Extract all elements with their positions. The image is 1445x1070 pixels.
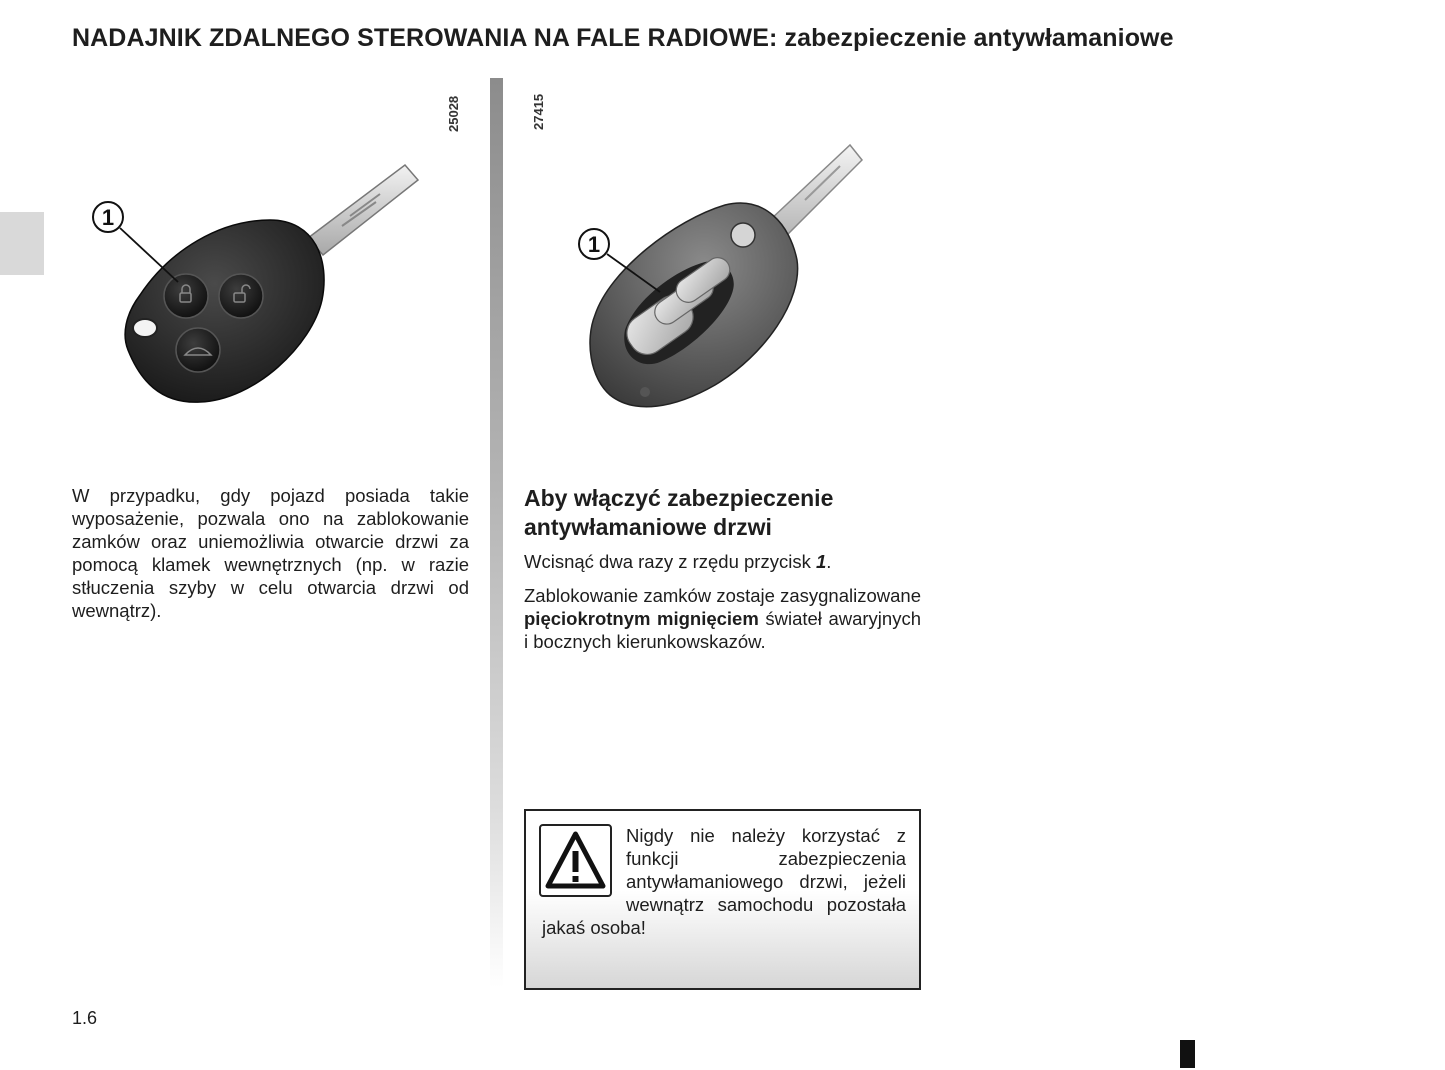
step-end: . [826, 551, 832, 572]
section-heading: Aby włączyć zabezpieczenie antywłamaniowe drzwi [524, 485, 834, 540]
key-ring-hole [133, 319, 157, 337]
trunk-button [176, 328, 220, 372]
step-reference: 1 [815, 551, 827, 572]
figure-ref-code-2: 27415 [531, 93, 546, 130]
end-marker [1180, 1040, 1195, 1068]
title-sub: zabezpieczenie antywłamaniowe [784, 24, 1174, 52]
page-number: 1.6 [72, 1008, 98, 1028]
lock-button [164, 274, 208, 318]
column-divider [490, 78, 503, 988]
folding-key-figure [565, 140, 875, 420]
remote-key-figure [80, 150, 430, 420]
info-emphasis: pięciokrotnym mignięciem [524, 608, 759, 629]
intro-paragraph: W przypadku, gdy pojazd posiada takie wyposażenie, pozwala ono na zablokowanie zamków oraz uniemożliwia otwarcie drzwi za pomocą klamek wewnętrznych (np. w razie stłuczenia szyby w celu otwarcia drzwi od wewnątrz). [72, 485, 469, 621]
key-ring-hole [640, 387, 650, 397]
title-main: NADAJNIK ZDALNEGO STEROWANIA NA FALE RADIOWE: [72, 24, 778, 52]
callout-number-1: 1 [587, 232, 601, 257]
page-title [72, 24, 1174, 53]
info-text-1: Zablokowanie zamków zostaje zasygnalizowane [524, 585, 921, 606]
unlock-button [219, 274, 263, 318]
warning-box [524, 809, 921, 990]
warning-text: Nigdy nie należy korzystać z funkcji zabezpieczenia antywłamaniowego drzwi, jeżeli wewnątrz samochodu pozostała jakaś osoba! [542, 825, 906, 938]
callout-number-1: 1 [101, 205, 115, 230]
key-blade [770, 145, 862, 237]
step-paragraph [524, 550, 921, 573]
key-blade [308, 165, 418, 255]
section-tab [0, 212, 44, 275]
step-text: Wcisnąć dwa razy z rzędu przycisk [524, 551, 811, 572]
info-text-2: świateł awaryjnych i bocznych kierunkowskazów. [524, 608, 921, 652]
info-paragraph [524, 584, 921, 653]
figure-ref-code-1: 25028 [446, 95, 461, 132]
callout-line [120, 228, 178, 282]
blade-release-button [731, 223, 755, 247]
